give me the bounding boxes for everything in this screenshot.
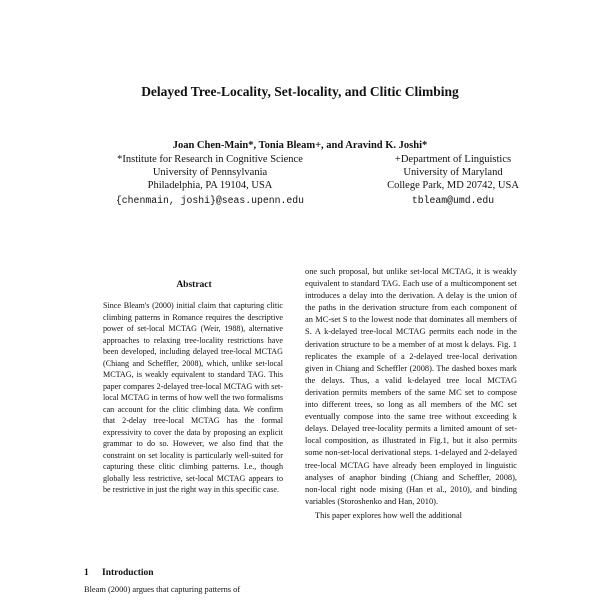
abstract-heading: Abstract [176, 280, 212, 290]
affiliation-email: tbleam@umd.edu [411, 195, 495, 206]
intro-paragraph: Bleam (2000) argues that capturing patterns of [84, 585, 241, 594]
affiliation-penn [95, 153, 325, 207]
affiliation-umd [338, 153, 568, 207]
affiliation-institute: *Institute for Research in Cognitive Science [117, 154, 303, 165]
affiliation-address: College Park, MD 20742, USA [387, 180, 519, 191]
author-list: Joan Chen-Main*, Tonia Bleam+, and Aravind K. Joshi* [172, 140, 428, 151]
affiliation-address: Philadelphia, PA 19104, USA [147, 180, 273, 191]
affiliation-university: University of Maryland [403, 167, 503, 178]
abstract-text: Since Bleam's (2000) initial claim that capturing clitic climbing patterns in Romance requires the descriptive power of set-local MCTAG (Weir, 1988), alternative approaches to relaxing tree-locality restrictions have been developed, including delayed tree-local MCTAG (Chiang and Scheffler, 2008), which, unlike set-local MCTAG, is weakly equivalent to standard TAG. This paper compares 2-delayed tree-local MCTAG with set-local MCTAG in terms of how well the two formalisms can account for the clitic climbing data. We confirm that 2-delay tree-local MCTAG has the formal expressivity to cover the data by proposing an explicit grammar to do so. However, we also find that the constraint on set locality is particularly well-suited for capturing these clitic climbing patterns. I.e., though globally less restrictive, set-local MCTAG appears to be restrictive in just the right way in this specific case. [103, 301, 283, 494]
section-heading [84, 568, 154, 578]
body-paragraph: This paper explores how well the additional [315, 510, 462, 520]
affiliation-university: University of Pennsylvania [152, 167, 268, 178]
affiliation-email: {chenmain, joshi}@seas.upenn.edu [115, 195, 305, 206]
paper-title: Delayed Tree-Locality, Set-locality, and Clitic Climbing [141, 84, 459, 99]
right-column [305, 266, 517, 522]
body-paragraph: one such proposal, but unlike set-local MCTAG, it is weakly equivalent to standard TAG. Each use of a multicomponent set introduces a delay into the derivation. A delay is the union of the paths in the derivation structure from each component of an MC-set S to the lowest node that dominates all members of S. A k-delayed tree-local MCTAG permits each node in the derivation structure to be a member of at most k delays. Fig. 1 replicates the example of a 2-delayed tree-local derivation given in Chiang and Scheffler (2008). The dashed boxes mark the delays. Thus, a valid k-delayed tree local MCTAG derivation permits members of the same MC set to compose into different trees, so long as all members of the MC set eventually compose into the same tree without exceeding k delays. Delayed tree-locality permits a limited amount of set-local composition, as illustrated in Fig.1, but it also permits some non-set-local derivational steps. 1-delayed and 2-delayed tree-local MCTAG have already been employed in linguistic analyses of anaphor binding (Chiang and Scheffler, 2008), non-local right node mising (Han et al., 2010), and binding variables (Storoshenko and Han, 2010). [305, 267, 517, 506]
section-number: 1 [84, 568, 89, 578]
affiliation-institute: +Department of Linguistics [394, 154, 512, 165]
section-title: Introduction [102, 568, 154, 578]
